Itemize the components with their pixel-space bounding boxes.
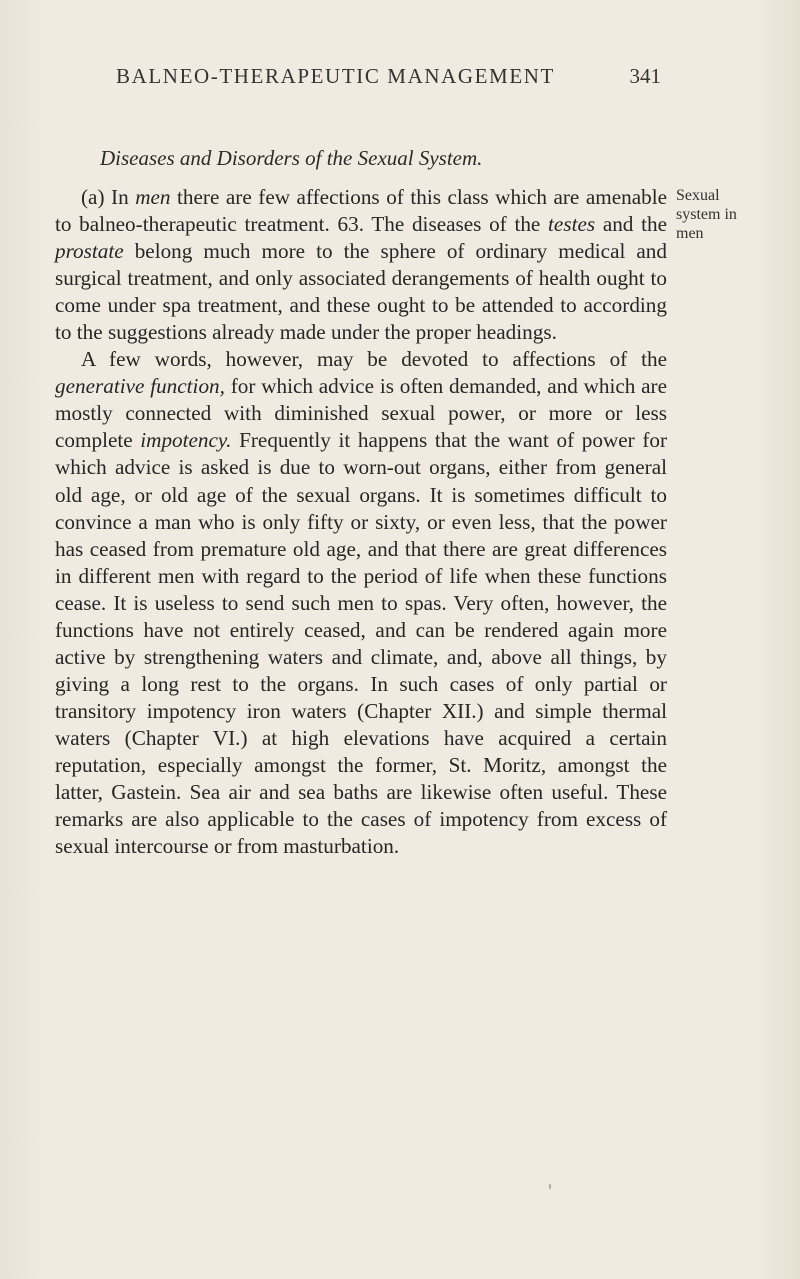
emphasis-impotency: impotency.	[140, 428, 232, 453]
text-run: In	[111, 185, 129, 209]
paragraph-generative-function	[55, 346, 667, 860]
paper-speck	[549, 1184, 551, 1189]
emphasis-prostate: prostate	[55, 239, 124, 264]
text-run: Frequently it happens that the want of power for which advice is asked is due to worn-out organs, either from general old age, or old age of the sexual organs. It is sometimes difficult to convince a man who is only fifty or sixty, or even less, that the power has ceased from premature old age, and that there are great differences in different men with regard to the period of life when these functions cease. It is useless to send such men to spas. Very often, however, the functions have not entirely ceased, and can be rendered again more active by strengthening waters and climate, and, above all things, by giving a long rest to the organs. In such cases of only partial or transitory impotency iron waters (Chapter XII.) and simple thermal waters (Chapter VI.) at high elevations have acquired a certain reputation, especially amongst the former, St. Moritz, amongst the latter, Gastein. Sea air and sea baths are likewise often useful. These remarks are also applicable to the cases of impotency from excess of sexual intercourse or from masturbation.	[55, 428, 668, 859]
sidenote-line: Sexual	[676, 187, 720, 204]
page-number: 341	[629, 64, 661, 88]
sidenote-line: men	[676, 225, 704, 242]
paragraph-men	[55, 184, 667, 346]
text-run: and the	[602, 212, 667, 237]
text-run: A few words, however, may be devoted to affections of the	[81, 347, 667, 372]
sidenote	[676, 186, 786, 243]
emphasis-testes: testes	[548, 212, 596, 237]
emphasis-men: men	[135, 185, 171, 209]
item-label: (a)	[81, 185, 105, 209]
sidenote-line: system in	[676, 206, 737, 223]
text-run: belong much more to the sphere of ordinary medical and surgical treatment, and only associated derangements of health ought to come under spa treatment, and these ought to be attended to according to the suggestions already made under the proper headings.	[55, 239, 667, 345]
text-run: for which advice is often demanded, and which are mostly connected with diminished sexual power, or more or less complete	[55, 374, 667, 453]
body-text	[55, 184, 667, 860]
text-run: there are few affections of this class which are amenable to balneo-therapeutic treatment. 63. The diseases of the	[55, 185, 668, 237]
running-title: BALNEO-THERAPEUTIC MANAGEMENT	[116, 64, 555, 88]
emphasis-generative-function: generative function,	[55, 374, 225, 399]
section-heading: Diseases and Disorders of the Sexual System.	[100, 146, 483, 170]
